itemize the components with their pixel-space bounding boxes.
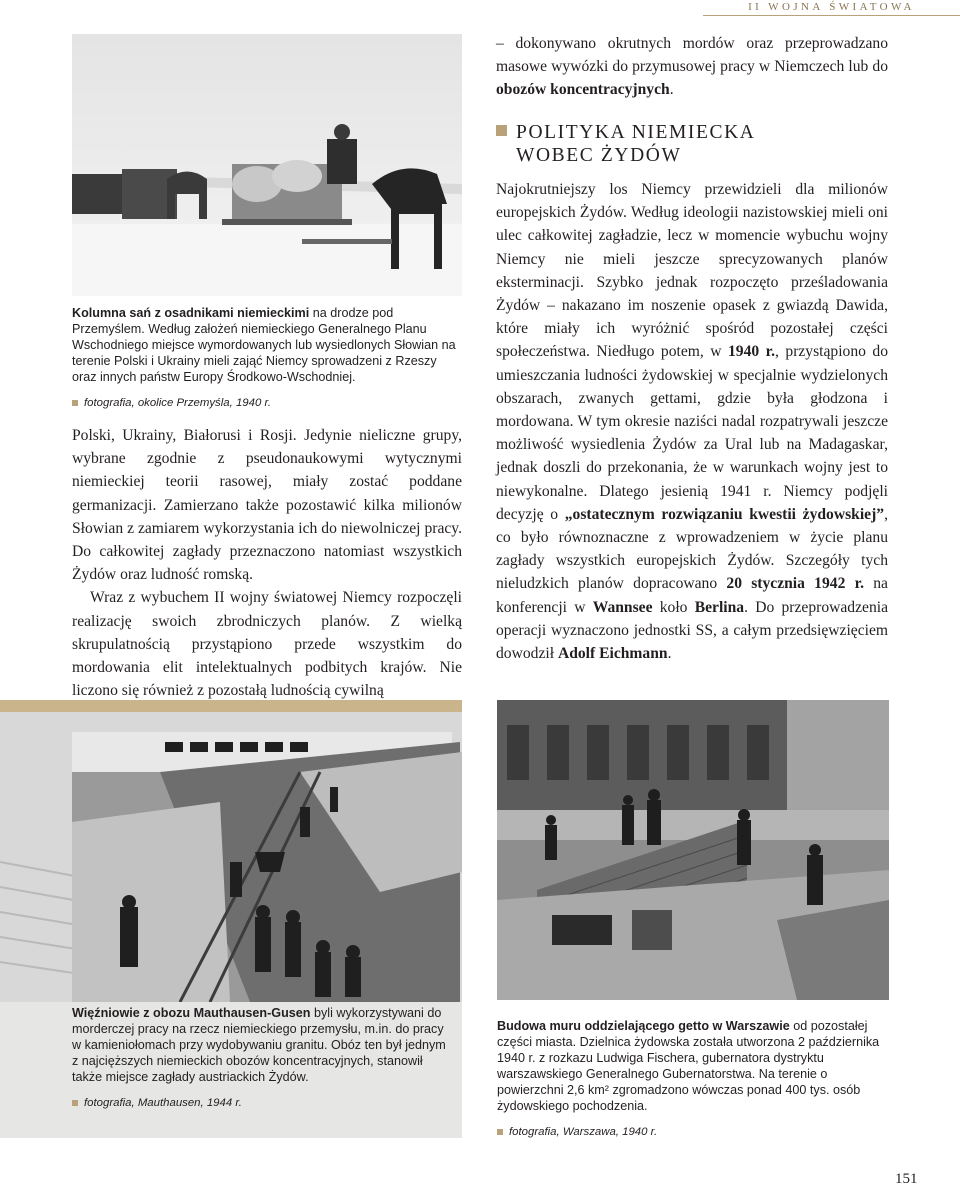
rt7: .	[667, 645, 672, 663]
photo-ghetto-wall	[497, 700, 889, 1000]
caption-ghetto	[497, 1018, 889, 1140]
intro-bold: obozów koncentracyjnych	[496, 81, 670, 99]
rt2: , przystąpiono do umieszczania ludności żydowskiej w specjalnie wydzielonych obszarach, zwanych gettami, gdzie była głodzona i mordowana. W tym okresie naziści nadal rozpatrywali jeszcze możliwość wysiedlenia Żydów za Ural lub na Madagaskar, jednak doszli do przekonania, że w warunkach wojny jest to niewykonalne. Dlatego jesienią 1941 r. Niemcy podjęli decyzję o	[496, 343, 888, 523]
decorative-bar	[0, 700, 462, 712]
section-title-line2: WOBEC ŻYDÓW	[516, 145, 682, 166]
rb3: 20 stycznia 1942 r.	[726, 575, 865, 593]
credit-text: fotografia, Warszawa, 1940 r.	[509, 1126, 658, 1138]
rt3: , co było równoznaczne z wprowadzeniem w życie planu zagłady wszystkich europejskich Żydów. Szczegóły tych nieludzkich planów dopracowano	[496, 505, 888, 593]
bullet-square-icon	[72, 400, 78, 406]
rb1: 1940 r.	[727, 343, 776, 361]
caption-mauthausen-credit	[72, 1095, 450, 1111]
caption-mauthausen	[72, 1005, 450, 1111]
section-title-line1: POLITYKA NIEMIECKA	[516, 122, 756, 143]
title-square-icon	[496, 125, 507, 136]
rt1: Najokrutniejszy los Niemcy przewidzieli dla milionów europejskich Żydów. Według ideologii nazistowskiej mieli oni ulec całkowitej zagładzie, lecz w momencie wybuchu wojny Niemcy nie mieli jeszcze sprecyzowanych planów eksterminacji. Szybko jednak rozpoczęto prześladowania Żydów – nakazano im noszenie opasek z gwiazdą Dawida, które miały ich wyróżnić spośród pozostałej części społeczeństwa. Niedługo potem, w	[496, 181, 888, 361]
photo-mauthausen	[0, 712, 462, 1002]
caption-ghetto-bold: Budowa muru oddzielającego getto w Warszawie	[497, 1019, 790, 1033]
caption-sleds-credit	[72, 395, 462, 411]
left-paragraph-1: Polski, Ukrainy, Białorusi i Rosji. Jedynie nieliczne grupy, wybrane zgodnie z pseudonaukowymi wytycznymi niemieckiej teorii rasowej, miały zostać poddane germanizacji. Zamierzano także pozostawić kilka milionów Słowian z zamiarem wykorzystania ich do niewolniczej pracy. Do całkowitej zagłady przeznaczono natomiast wszystkich Żydów oraz ludność romską.	[72, 427, 462, 584]
credit-text: fotografia, Mauthausen, 1944 r.	[84, 1097, 242, 1109]
section-title	[496, 121, 756, 167]
bullet-square-icon	[72, 1100, 78, 1106]
left-column-text	[72, 424, 462, 702]
rt5: koło	[652, 598, 695, 616]
rt4: na konferencji w	[496, 575, 888, 616]
caption-sleds-bold: Kolumna sań z osadnikami niemieckimi	[72, 306, 310, 320]
caption-ghetto-credit	[497, 1124, 889, 1140]
caption-sleds-text: na drodze pod Przemyślem. Według założeń niemieckiego Generalnego Planu Wschodniego miejsce wymordowanych lub wysiedlonych Słowian na terenie Polski i Ukrainy mieli zająć Niemcy sprowadzeni z Rzeszy oraz innych państw Europy Środkowo-Wschodniej.	[72, 306, 456, 384]
caption-sleds	[72, 305, 462, 411]
right-intro-text	[496, 32, 888, 102]
caption-mauthausen-bold: Więźniowie z obozu Mauthausen-Gusen	[72, 1006, 311, 1020]
right-column-text	[496, 178, 888, 665]
intro-text: – dokonywano okrutnych mordów oraz przeprowadzano masowe wywózki do przymusowej pracy w Niemczech lub do	[496, 35, 888, 76]
rt6: . Do przeprowadzenia operacji wyznaczono jednostki SS, a całym przedsięwzięciem dowodził	[496, 598, 888, 663]
caption-box-mauthausen	[0, 1002, 462, 1138]
bullet-square-icon	[497, 1129, 503, 1135]
page-number: 151	[895, 1171, 918, 1187]
intro-end: .	[669, 81, 674, 99]
right-paragraph	[496, 178, 888, 665]
left-paragraph-2: Wraz z wybuchem II wojny światowej Niemcy rozpoczęli realizację swoich zbrodniczych planów. Z wielką skrupulatnością przystąpiono przede wszystkim do mordowania elit intelektualnych podbitych krajów. Nie liczono się również z pozostałą ludnością cywilną	[72, 589, 462, 700]
rb4: Wannsee	[592, 598, 653, 616]
running-head: II WOJNA ŚWIATOWA	[703, 0, 960, 16]
rb6: Adolf Eichmann	[557, 645, 668, 663]
rb2: „ostatecznym rozwiązaniu kwestii żydowskiej”	[564, 505, 885, 523]
credit-text: fotografia, okolice Przemyśla, 1940 r.	[84, 397, 271, 409]
rb5: Berlina	[694, 598, 745, 616]
caption-mauthausen-text: byli wykorzystywani do morderczej pracy na rzecz niemieckiego przemysłu, m.in. do pracy w kamieniołomach przy wydobywaniu granitu. Obóz ten był jednym z najcięższych niemieckich obozów koncentracyjnych, stanowił także miejsce zagłady austriackich Żydów.	[72, 1006, 446, 1084]
caption-ghetto-text: od pozostałej części miasta. Dzielnica żydowska została utworzona 2 października 1940 r. z rozkazu Ludwiga Fischera, gubernatora dystryktu warszawskiego Generalnego Gubernatorstwa. Na terenie o powierzchni 2,6 km² zgromadzono wówczas ponad 400 tys. osób żydowskiego pochodzenia.	[497, 1019, 880, 1113]
photo-sleds	[72, 34, 462, 296]
